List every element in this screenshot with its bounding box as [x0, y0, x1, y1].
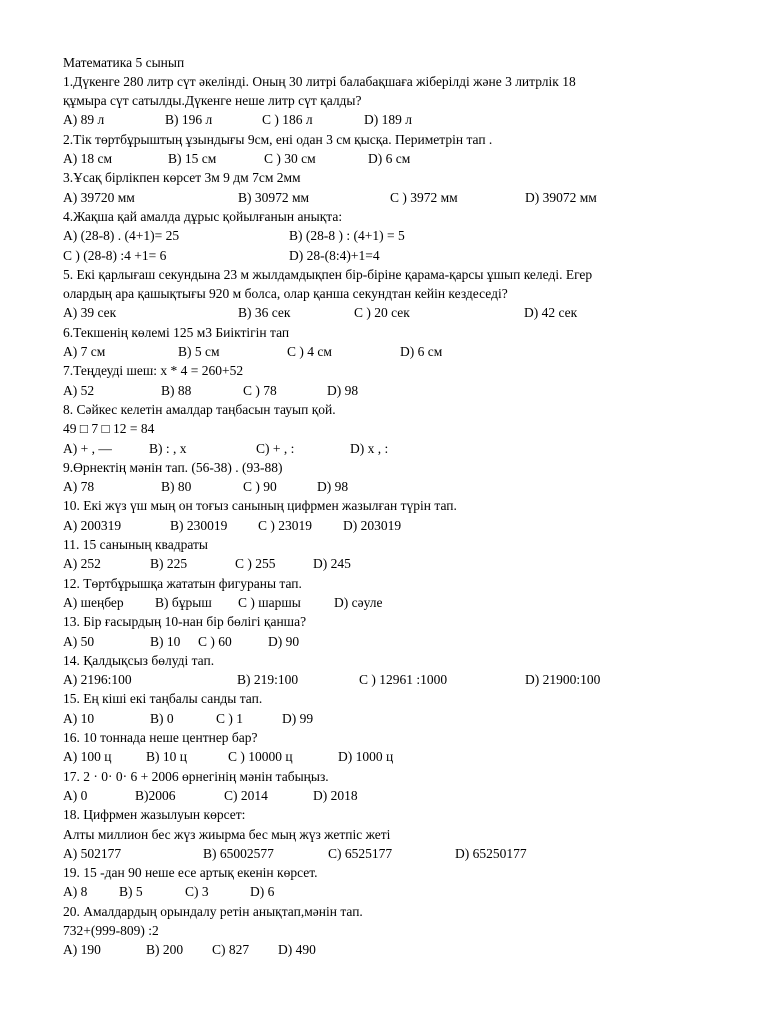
question-2-options: [63, 149, 748, 168]
answer-option-a: A) 39720 мм: [63, 189, 135, 205]
answer-option-d: D) 90: [268, 633, 300, 649]
answer-option-b: B) 65002577: [203, 845, 274, 861]
question-18-options: [63, 844, 748, 863]
answer-option-c: C ) шаршы: [238, 594, 301, 610]
answer-option-c: C) 6525177: [328, 845, 393, 861]
question-19-options: [63, 882, 748, 901]
question-3-text: 3.Ұсақ бірлікпен көрсет 3м 9 дм 7см 2мм: [63, 170, 301, 186]
question-4-options: [63, 226, 748, 245]
answer-option-b: B) 10: [150, 633, 181, 649]
answer-option-d: D) 1000 ц: [338, 749, 394, 765]
answer-option-a: A) 89 л: [63, 112, 105, 128]
answer-option-a: A) 8: [63, 884, 88, 900]
answer-option-c: C) 827: [212, 942, 250, 958]
answer-option-d: D) 6 см: [400, 344, 443, 359]
answer-option-c: C) + , :: [256, 440, 295, 456]
answer-option-a: A) 502177: [63, 845, 122, 861]
answer-option-a: A) 7 см: [63, 344, 106, 359]
answer-option-b: B) : , x: [149, 440, 187, 456]
question-6-options: [63, 342, 748, 361]
answer-option-c: C) 2014: [224, 787, 268, 803]
answer-option-d: D) 42 сек: [524, 305, 578, 321]
answer-option-c: C ) 10000 ц: [228, 749, 293, 765]
question-16-text: 16. 10 тоннада неше центнер бар?: [63, 730, 258, 745]
answer-option-b: B) 80: [161, 479, 192, 495]
question-18-text: 18. Цифрмен жазылуын көрсет:: [63, 807, 246, 823]
answer-option-b: B) 30972 мм: [238, 189, 310, 205]
answer-option-b: B) 219:100: [237, 672, 299, 688]
question-8-options: [63, 439, 748, 458]
answer-option-c: C ) 1: [216, 710, 243, 726]
answer-option-b: B) 225: [150, 556, 188, 572]
answer-option-a: A) 200319: [63, 517, 122, 533]
answer-option-c: C ) 30 см: [264, 151, 316, 166]
answer-option-d: D) 98: [317, 479, 349, 495]
question-20-text: 20. Амалдардың орындалу ретін анықтап,мәнін тап.: [63, 903, 363, 919]
question-11-text: 11. 15 санының квадраты: [63, 537, 208, 552]
answer-option-c: C) 3: [185, 884, 209, 900]
question-14-text: 14. Қалдықсыз бөлуді тап.: [63, 652, 215, 668]
question-15-text: 15. Ең кіші екі таңбалы санды тап.: [63, 691, 263, 707]
answer-option-a: A) 2196:100: [63, 672, 132, 688]
question-9-options: [63, 477, 748, 496]
answer-option-c: C ) 4 см: [287, 344, 332, 359]
question-1-options: [63, 110, 748, 129]
answer-option-d: D) 99: [282, 710, 314, 726]
question-5-text: 5. Екі қарлығаш секундына 23 м жылдамдықпен бір-біріне қарама-қарсы ұшып келеді. Егер: [63, 266, 593, 282]
answer-option-d: D) 21900:100: [525, 672, 601, 688]
answer-option-a: A) 0: [63, 787, 88, 803]
question-8-text: 8. Сәйкес келетін амалдар таңбасын тауып қой.: [63, 401, 336, 417]
question-20-text: 732+(999-809) :2: [63, 923, 159, 938]
answer-option-a: A) 18 см: [63, 151, 113, 166]
answer-option-d: D) 490: [278, 942, 316, 958]
answer-option-b: B) 5 см: [178, 344, 220, 359]
answer-option-a: A) 78: [63, 479, 95, 495]
worksheet-title: Математика 5 сынып: [63, 54, 185, 70]
question-7-options: [63, 381, 748, 400]
question-15-options: [63, 709, 748, 728]
answer-option-d: D) сәуле: [334, 594, 383, 610]
answer-option-c: C ) 20 сек: [354, 305, 410, 321]
question-10-options: [63, 516, 748, 535]
question-8-text: 49 □ 7 □ 12 = 84: [63, 421, 155, 437]
question-2-text: 2.Тік төртбұрыштың ұзындығы 9см, ені одан 3 см қысқа. Периметрін тап .: [63, 131, 493, 147]
answer-option-d: D) 203019: [343, 517, 402, 533]
answer-option-d: D) 39072 мм: [525, 189, 597, 205]
answer-option-d: D) 28-(8:4)+1=4: [289, 247, 380, 263]
answer-option-c: C ) 78: [243, 382, 277, 398]
question-4-options: [63, 246, 748, 265]
answer-option-c: C ) 90: [243, 479, 277, 495]
answer-option-c: C ) 186 л: [262, 112, 313, 128]
answer-option-d: D) x , :: [350, 440, 389, 456]
answer-option-b: B) 5: [119, 884, 143, 900]
answer-option-a: A) 50: [63, 633, 95, 649]
answer-option-c: C ) 60: [198, 633, 232, 649]
answer-option-d: D) 6 см: [368, 151, 411, 166]
answer-option-b: B) 15 см: [168, 151, 217, 166]
question-1-text: құмыра сүт сатылды.Дүкенге неше литр сүт қалды?: [63, 93, 362, 109]
answer-option-b: B) 10 ц: [146, 749, 187, 765]
question-3-options: [63, 188, 748, 207]
answer-option-a: A) шеңбер: [63, 594, 124, 610]
answer-option-a: A) (28-8) . (4+1)= 25: [63, 228, 180, 244]
answer-option-b: B) 36 сек: [238, 305, 291, 321]
answer-option-a: A) 39 сек: [63, 305, 117, 321]
question-5-text: олардың ара қашықтығы 920 м болса, олар қанша секундтан кейін кездеседі?: [63, 286, 508, 302]
answer-option-c: C ) 255: [235, 556, 276, 572]
answer-option-b: B) (28-8 ) : (4+1) = 5: [289, 228, 405, 244]
answer-option-b: B) бұрыш: [155, 594, 212, 610]
answer-option-b: B) 230019: [170, 517, 228, 533]
answer-option-a: A) 10: [63, 710, 95, 726]
question-14-options: [63, 670, 748, 689]
answer-option-b: B) 0: [150, 710, 174, 726]
answer-option-b: B)2006: [135, 787, 176, 803]
question-17-options: [63, 786, 748, 805]
answer-option-b: B) 196 л: [165, 112, 213, 128]
answer-option-c: C ) 12961 :1000: [359, 672, 448, 688]
question-10-text: 10. Екі жүз үш мың он тоғыз санының цифрмен жазылған түрін тап.: [63, 498, 457, 514]
question-12-text: 12. Төртбұрышқа жататын фигураны тап.: [63, 575, 302, 591]
question-18-text: Алты миллион бес жүз жиырма бес мың жүз жетпіс жеті: [63, 826, 391, 842]
answer-option-d: D) 65250177: [455, 845, 527, 861]
question-13-options: [63, 632, 748, 651]
question-5-options: [63, 303, 748, 322]
question-11-options: [63, 554, 748, 573]
answer-option-d: D) 98: [327, 382, 359, 398]
answer-option-d: D) 6: [250, 884, 275, 900]
question-6-text: 6.Текшенің көлемі 125 м3 Биіктігін тап: [63, 324, 290, 340]
question-9-text: 9.Өрнектің мәнін тап. (56-38) . (93-88): [63, 459, 283, 475]
question-1-text: 1.Дүкенге 280 литр сүт әкелінді. Оның 30 литрі балабақшаға жіберілді және 3 литрлік 18: [63, 73, 576, 89]
question-7-text: 7.Теңдеуді шеш: x * 4 = 260+52: [63, 363, 244, 379]
answer-option-c: C ) 3972 мм: [390, 189, 458, 205]
answer-option-b: B) 88: [161, 382, 192, 398]
question-19-text: 19. 15 -дан 90 неше есе артық екенін көрсет.: [63, 865, 318, 881]
answer-option-d: D) 2018: [313, 787, 358, 803]
answer-option-d: D) 189 л: [364, 112, 412, 128]
question-17-text: 17. 2 · 0· 0· 6 + 2006 өрнегінің мәнін табыңыз.: [63, 768, 329, 784]
answer-option-a: A) 100 ц: [63, 749, 112, 765]
answer-option-a: A) + , —: [63, 440, 112, 456]
question-13-text: 13. Бір ғасырдың 10-нан бір бөлігі қанша?: [63, 614, 307, 630]
question-16-options: [63, 747, 748, 766]
answer-option-a: A) 252: [63, 556, 101, 572]
answer-option-c: C ) (28-8) :4 +1= 6: [63, 247, 167, 263]
answer-option-d: D) 245: [313, 556, 351, 572]
question-20-options: [63, 940, 748, 959]
question-12-options: [63, 593, 748, 612]
question-4-text: 4.Жақша қай амалда дұрыс қойылғанын анықта:: [63, 208, 343, 224]
answer-option-c: C ) 23019: [258, 517, 312, 533]
answer-option-a: A) 190: [63, 942, 101, 958]
answer-option-b: B) 200: [146, 942, 184, 958]
answer-option-a: A) 52: [63, 382, 95, 398]
